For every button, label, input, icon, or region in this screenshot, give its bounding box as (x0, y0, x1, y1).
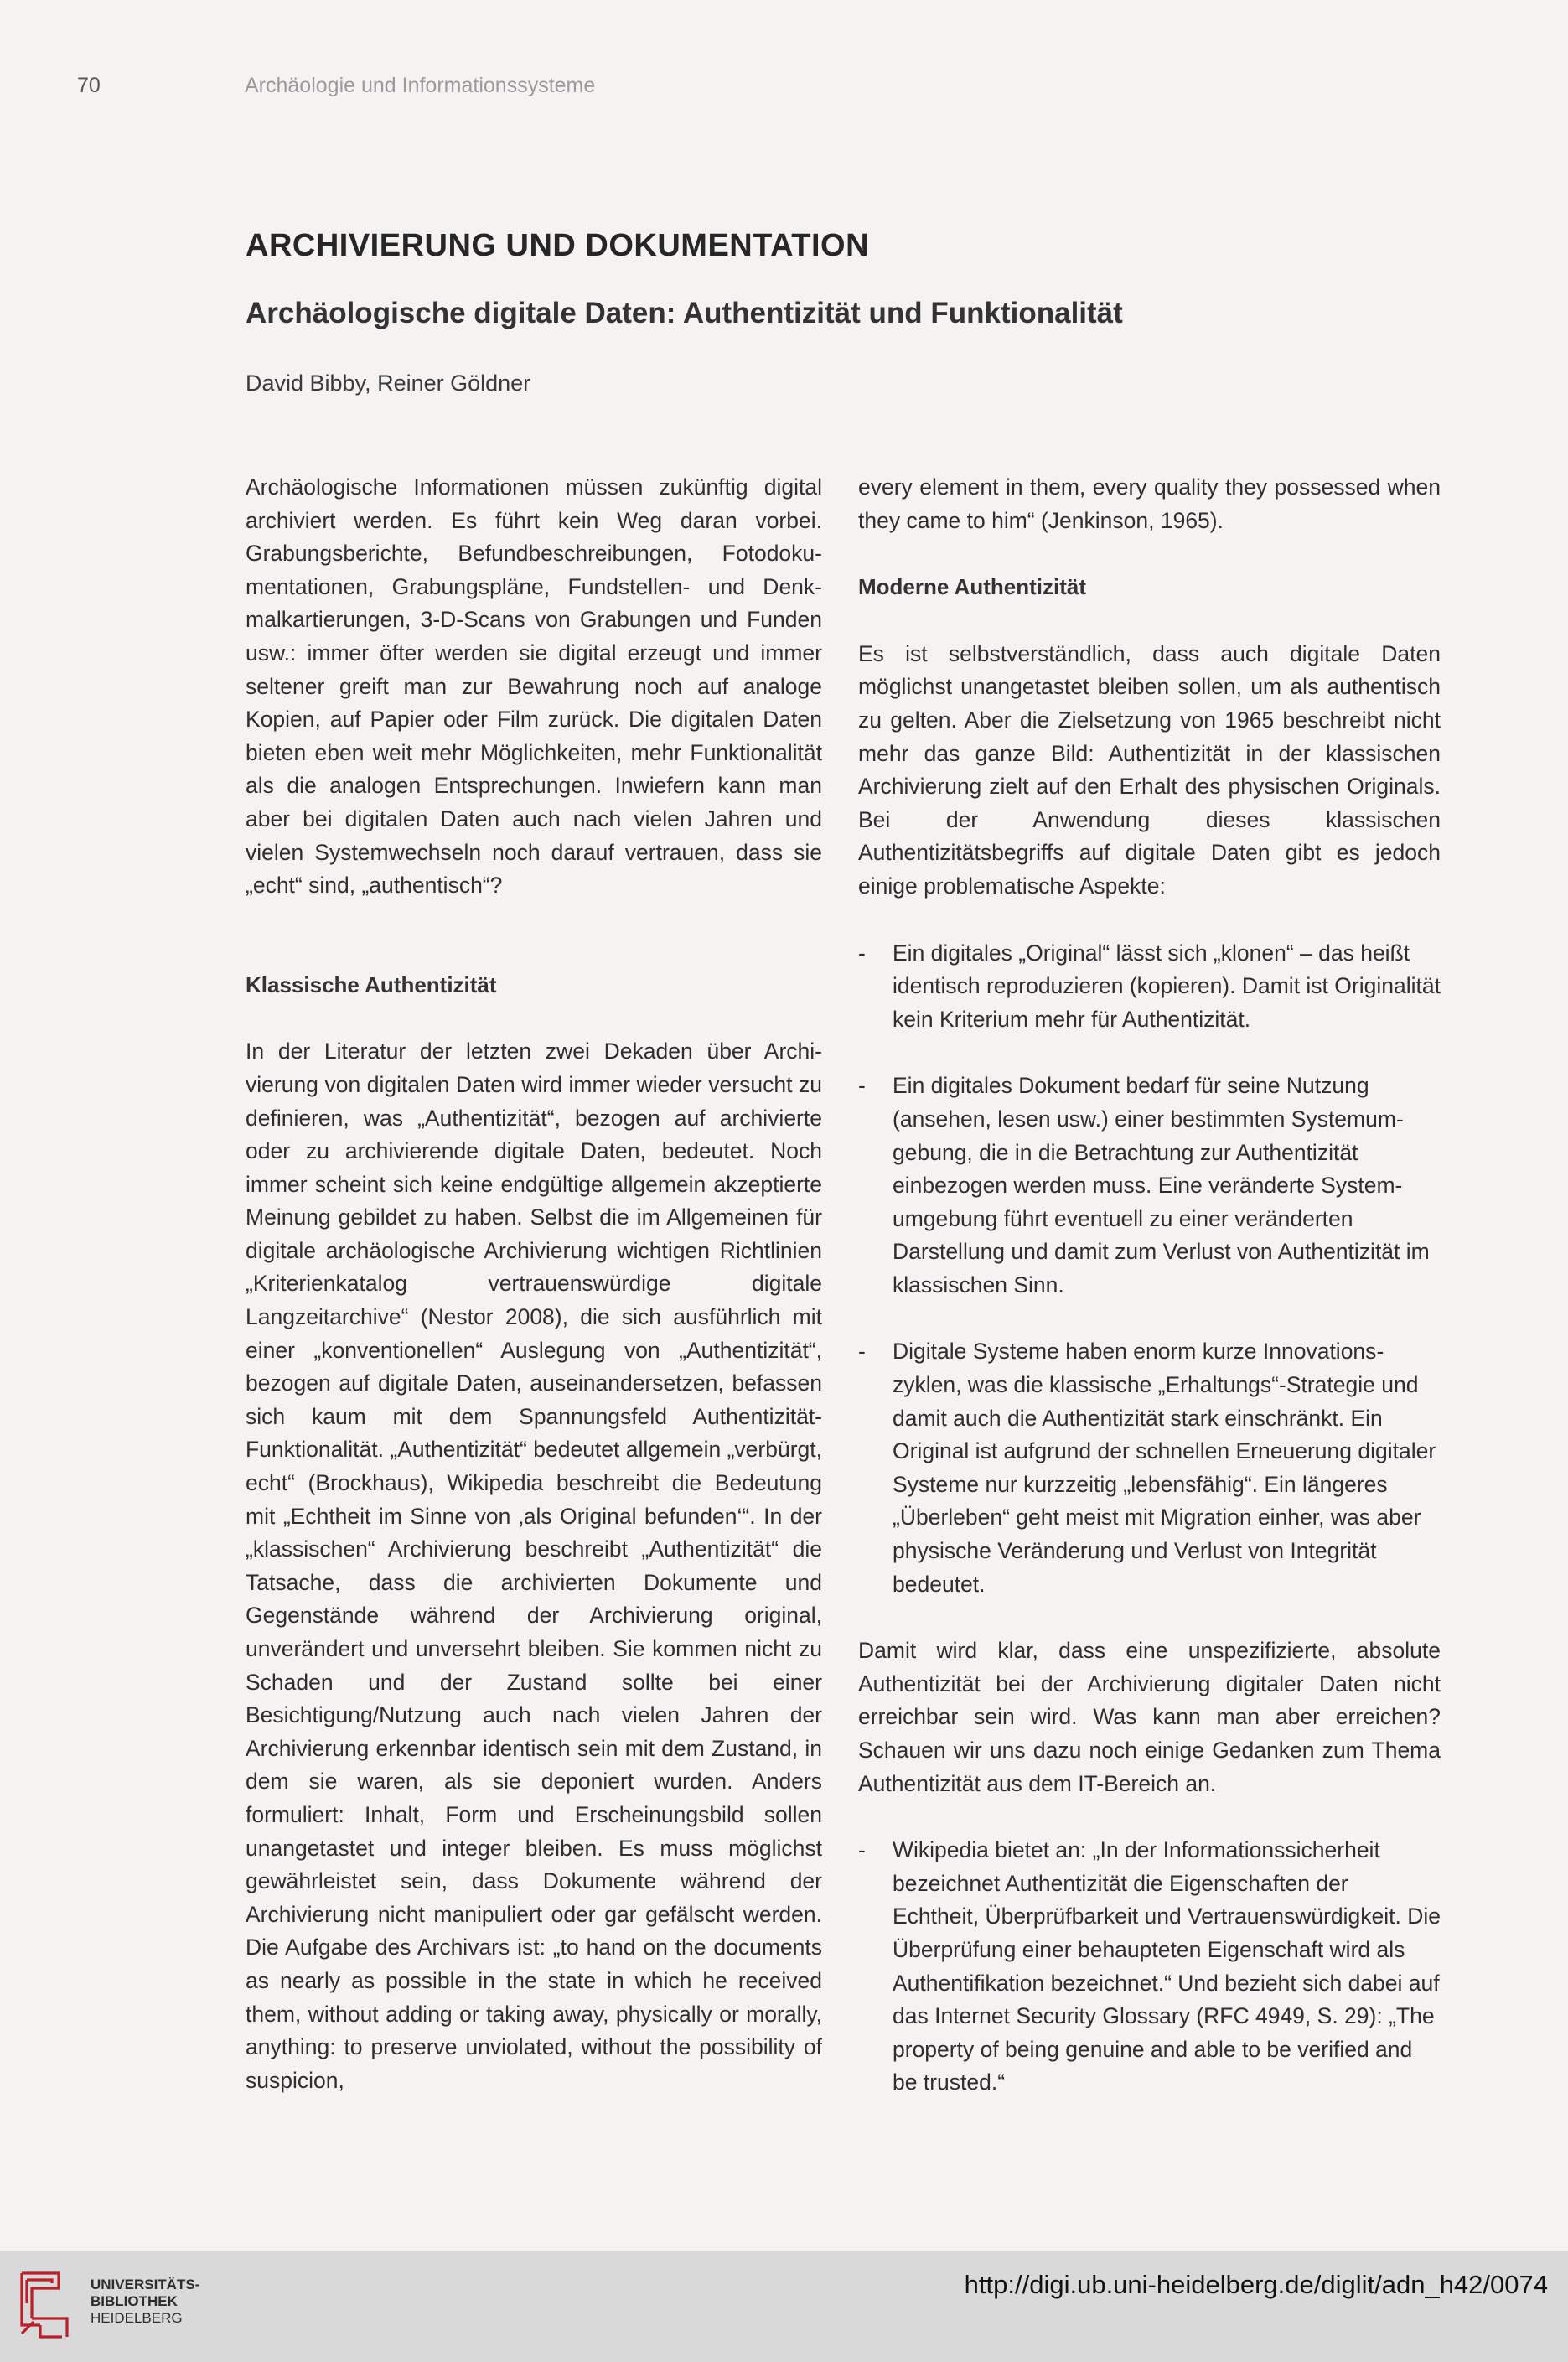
library-name (91, 2277, 199, 2327)
page-number: 70 (77, 74, 101, 97)
library-name-line-1: UNIVERSITÄTS- (91, 2277, 200, 2292)
running-title: Archäologie und Informationssysteme (245, 74, 596, 97)
section-title: ARCHIVIERUNG UND DOKUMENTATION (246, 228, 870, 263)
intro-paragraph: Archäologische Informationen müssen zukünftig digital archiviert werden. Es führt kein Weg daran vorbei. Grabungsberichte, Befundbeschreibungen, Fotodokumentationen, Grabungspläne, Fundstellen- und Denkmalkartierungen, 3-D-Scans von Grabungen und Funden usw.: immer öfter werden sie digital erzeugt und immer seltener greift man zur Bewahrung noch auf analoge Kopien, auf Papier oder Film zurück. Die digitalen Daten bieten eben weit mehr Möglichkeiten, mehr Funktionalität als die analogen Entsprechungen. Inwiefern kann man aber bei digitalen Daten auch nach vielen Jahren und vielen Systemwechseln noch darauf vertrauen, dass sie „echt“ sind, „authentisch“? (246, 474, 822, 899)
paragraph-1: Es ist selbstverständlich, dass auch digitale Daten möglichst unangetastet bleiben sollen, um als authentisch zu gelten. Aber die Zielsetzung von 1965 beschreibt nicht mehr das ganze Bild: Authentizität in der klassischen Archivierung zielt auf den Erhalt des physischen Originals. Bei der Anwendung dieses klassischen Authentizitätsbegriffs auf digitale Daten gibt es jedoch einige problematische Aspekte: (858, 640, 1441, 899)
left-column (246, 471, 822, 2097)
list-item: - Ein digitales „Original“ lässt sich „klonen“ – das heißt identisch reproduzieren (kopieren). Damit ist Originalität kein Kriterium mehr für Authentizität. (858, 937, 1441, 1037)
library-logo-icon (15, 2266, 75, 2344)
list-item: - Ein digitales Dokument bedarf für seine Nutzung (ansehen, lesen usw.) einer bestimmten Systemumgebung, die in die Betrachtung zur Authentizität einbezogen werden muss. Eine veränderte Systemumgebung führt eventuell zu einer veränderten Darstellung und damit zum Verlust von Authentizität im klassischen Sinn. (858, 1070, 1441, 1302)
aspects-list (858, 937, 1441, 1602)
article-authors: David Bibby, Reiner Göldner (246, 370, 531, 396)
list-item: - Wikipedia bietet an: „In der Informationssicherheit bezeichnet Authentizität die Eigenschaften der Echtheit, Überprüfbarkeit und Vertrauenswürdigkeit. Die Überprüfung einer behaupteten Eigenschaft wird als Authentifikation bezeichnet.“ Und bezieht sich dabei auf das Internet Security Glossary (RFC 4949, S. 29): „The property of being genuine and able to be verified and be trusted.“ (858, 1834, 1441, 2100)
logo-strokes (22, 2273, 67, 2337)
heading-klassische-authentizitaet: Klassische Authentizität (246, 971, 497, 997)
body-paragraph: In der Literatur der letzten zwei Dekaden über Archivierung von digitalen Daten wird immer wieder versucht zu definieren, was „Authentizität“, bezogen auf archivierte oder zu archivierende digitale Daten, bedeutet. Noch immer scheint sich keine endgültige allgemein akzeptierte Meinung gebildet zu haben. Selbst die im Allgemeinen für digitale archäologische Archivierung wichtigen Richtlinien „Kriterienkatalog vertrauenswürdige digitale Langzeitarchive“ (Nestor 2008), die sich ausführlich mit einer „konventionellen“ Auslegung von „Authentizität“, bezogen auf digitale Daten, auseinandersetzen, befassen sich kaum mit dem Spannungsfeld Authentizität-Funktionalität. „Authentizität“ bedeutet allgemein „verbürgt, echt“ (Brockhaus), Wikipedia beschreibt die Bedeutung mit „Echtheit im Sinne von ‚als Original befunden‘“. In der „klassischen“ Archivierung beschreibt „Authentizität“ die Tatsache, dass die archivierten Dokumente und Gegenstände während der Archivierung original, unverändert und unversehrt bleiben. Sie kommen nicht zu Schaden und der Zustand sollte bei einer Besichtigung/Nutzung auch nach vielen Jahren der Archivierung erkennbar identisch sein mit dem Zustand, in dem sie waren, als sie deponiert wurden. Anders formuliert: Inhalt, Form und Erscheinungsbild sollen unangetastet und integer bleiben. Es muss möglichst gewährleistet sein, dass Dokumente während der Archivierung nicht manipuliert oder gar gefälscht werden. Die Aufgabe des Archivars ist: „to hand on the documents as nearly as possible in the state in which he received them, without adding or taking away, physically or morally, anything: to preserve unviolated, without the possibility of suspicion, (246, 1039, 822, 2093)
library-name-line-3: HEIDELBERG (91, 2310, 183, 2326)
library-name-line-2: BIBLIOTHEK (91, 2293, 178, 2309)
article-title: Archäologische digitale Daten: Authentizität und Funktionalität (246, 297, 1123, 329)
list-item: - Digitale Systeme haben enorm kurze Innovationszyklen, was die klassische „Erhaltungs“-Strategie und damit auch die Authentizität stark einschränkt. Ein Original ist aufgrund der schnellen Erneuerung digitaler Systeme nur kurzzeitig „lebensfähig“. Ein längeres „Überleben“ geht meist mit Migration einher, was aber physische Veränderung und Verlust von Integrität bedeutet. (858, 1335, 1441, 1601)
library-footer-bar (0, 2251, 1568, 2362)
continuation-paragraph: every element in them, every quality they possessed when they came to him“ (Jenkinson, 1965). (858, 474, 1441, 533)
heading-moderne-authentizitaet: Moderne Authentizität (858, 574, 1087, 600)
running-header (77, 74, 596, 98)
right-column (858, 471, 1441, 2100)
it-definitions-list (858, 1834, 1441, 2100)
source-url-link[interactable]: http://digi.ub.uni-heidelberg.de/diglit/adn_h42/0074 (964, 2270, 1548, 2299)
paragraph-2: Damit wird klar, dass eine unspezifizierte, absolute Authentizität bei der Archivierung digitaler Daten nicht erreichbar sein wird. Was kann man aber erreichen? Schauen wir uns dazu noch einige Gedanken zum Thema Authentizität aus dem IT-Bereich an. (858, 1638, 1441, 1796)
